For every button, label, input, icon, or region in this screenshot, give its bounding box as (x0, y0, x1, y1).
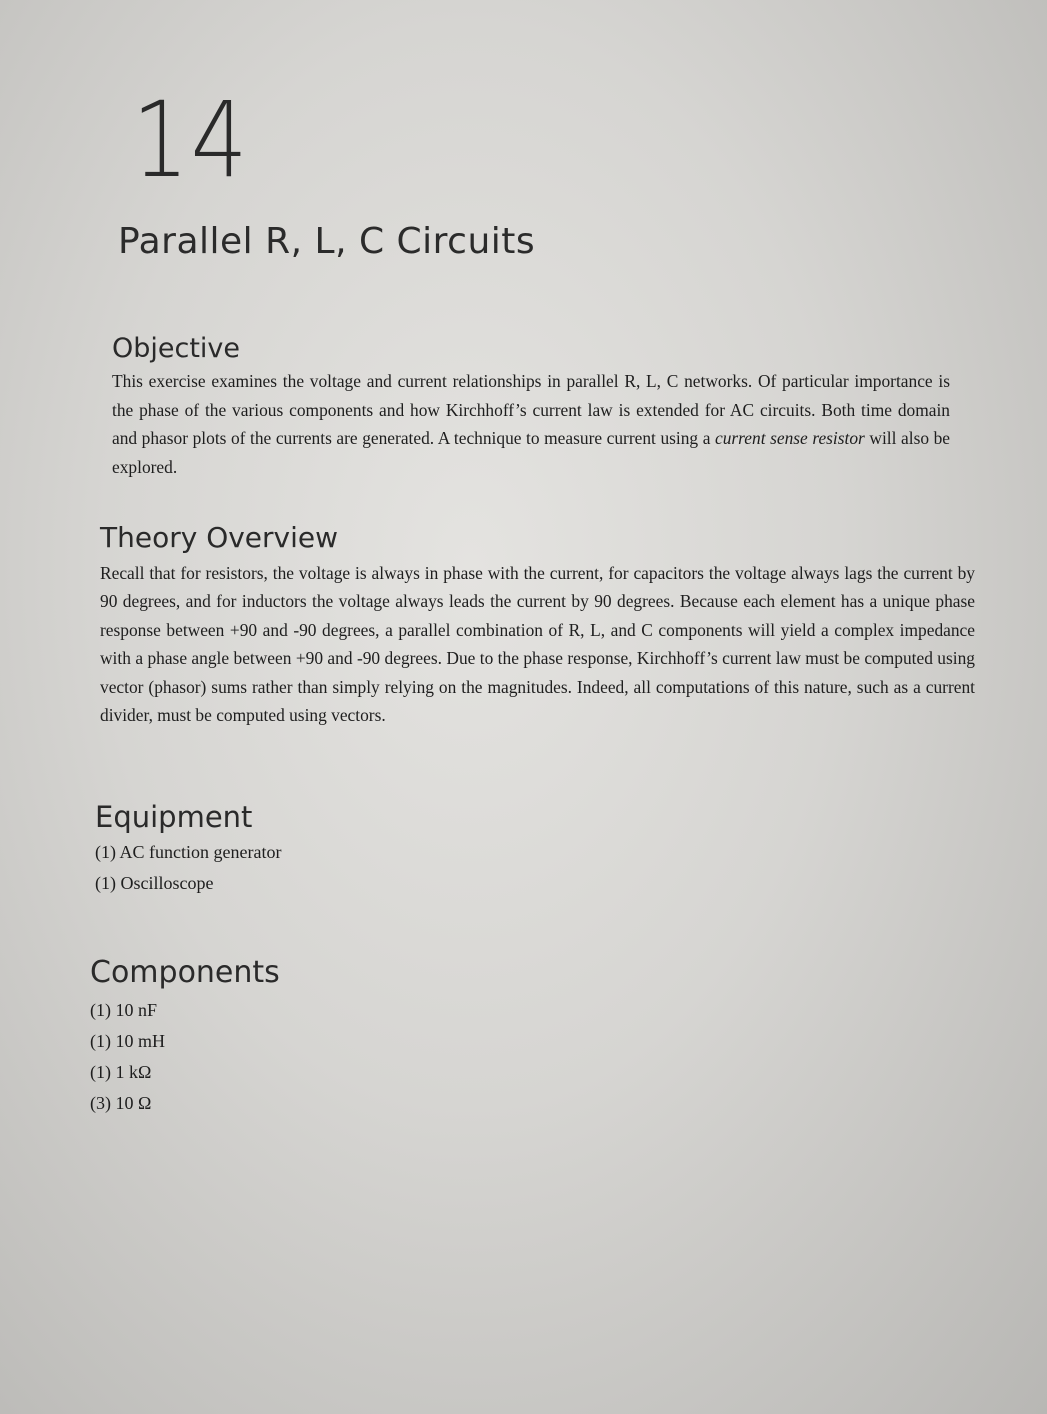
equipment-heading: Equipment (95, 800, 253, 834)
component-item: (1) 1 kΩ (90, 1062, 152, 1082)
equipment-list (95, 837, 595, 899)
equipment-item: (1) Oscilloscope (95, 872, 214, 893)
objective-emphasis: current sense resistor (714, 428, 865, 449)
components-list (90, 995, 590, 1119)
equipment-section (95, 800, 595, 899)
objective-text-part: will also be explored. (112, 428, 951, 477)
equipment-item: (1) AC function generator (95, 841, 282, 862)
theory-heading: Theory Overview (100, 521, 339, 554)
component-item: (1) 10 mH (90, 1031, 165, 1051)
component-item: (3) 10 Ω (90, 1093, 152, 1113)
theory-section (100, 521, 975, 730)
components-section (90, 955, 590, 1119)
component-item: (1) 10 nF (90, 1000, 157, 1020)
components-heading: Components (90, 955, 280, 990)
theory-text: Recall that for resistors, the voltage is always in phase with the current, for capacitors the voltage always lags the current by 90 degrees, and for inductors the voltage always leads the current by 90 degrees. Because each element has a unique phase response between +90 and -90 degrees, a parallel combination of R, L, and C components will yield a complex impedance with a phase angle between +90 and -90 degrees. Due to the phase response, Kirchhoff’s current law must be computed using vector (phasor) sums rather than simply relying on the magnitudes. Indeed, all computations of this nature, such as a current divider, must be computed using vectors. (100, 562, 975, 726)
chapter-number: 14 (132, 79, 250, 201)
objective-heading: Objective (112, 333, 241, 364)
objective-section (112, 333, 950, 481)
chapter-title: Parallel R, L, C Circuits (118, 221, 536, 262)
objective-text (112, 367, 950, 481)
objective-text-part: This exercise examines the voltage and current relationships in parallel R, L, C networks. Of particular importance is the phase of the various components and how Kirchhoff’s current law is extended for AC circuits. Both time domain and phasor plots of the currents are generated. A technique to measure current using a (112, 371, 950, 449)
